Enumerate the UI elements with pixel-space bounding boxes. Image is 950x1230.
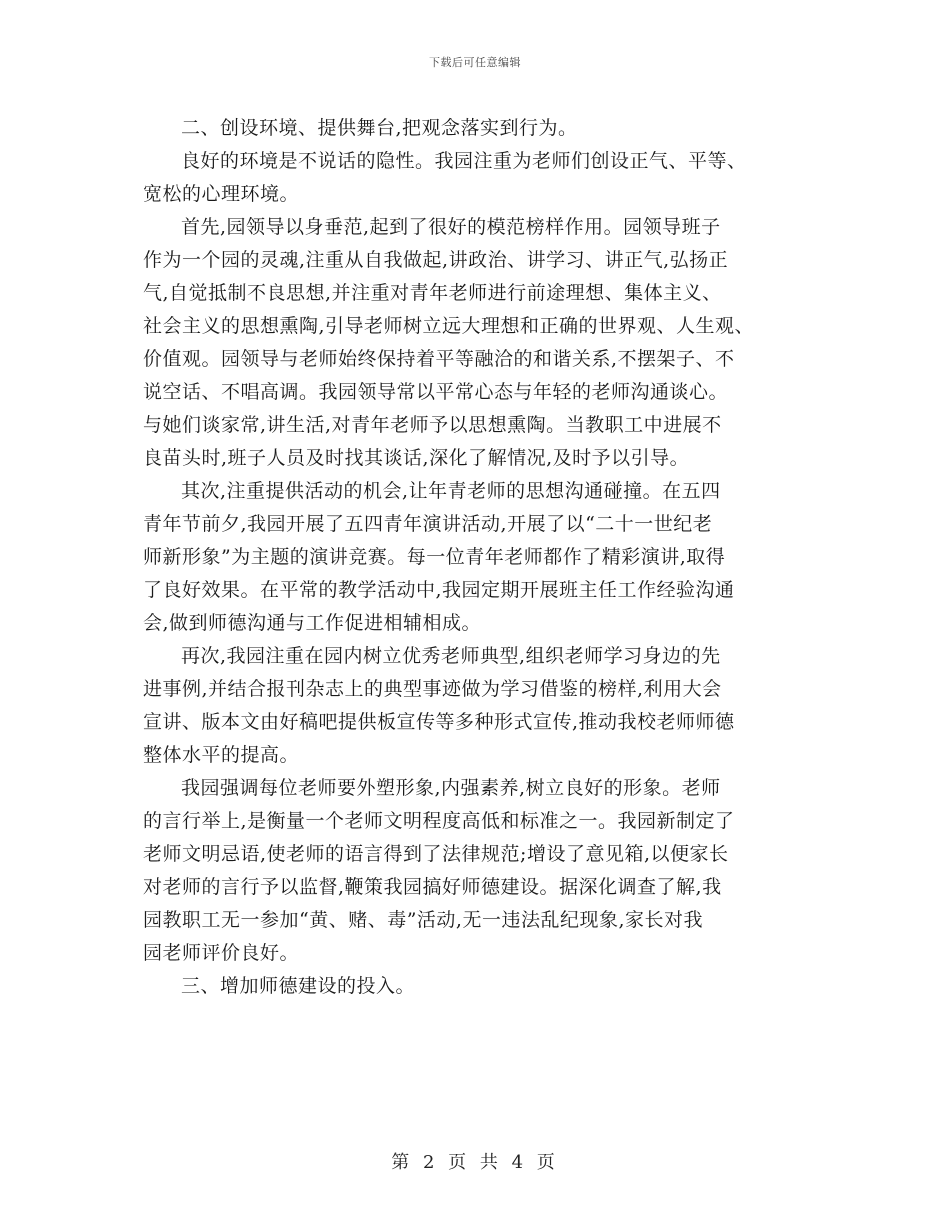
text-line: 青年节前夕,我园开展了五四青年演讲活动,开展了以“二十一世纪老 — [143, 513, 713, 535]
text-line: 整体水平的提高。 — [143, 744, 300, 766]
text-line: 良好的环境是不说话的隐性。我园注重为老师们创设正气、平等、 — [181, 150, 747, 172]
text-line: 良苗头时,班子人员及时找其谈话,深化了解情况,及时予以引导。 — [143, 447, 690, 469]
text-line: 园老师评价良好。 — [143, 942, 300, 964]
text-line: 二、创设环境、提供舞台,把观念落实到行为。 — [181, 117, 578, 139]
text-line: 气,自觉抵制不良思想,并注重对青年老师进行前途理想、集体主义、 — [143, 282, 722, 304]
page-number: 第 2 页 共 4 页 — [391, 1152, 559, 1173]
text-line: 作为一个园的灵魂,注重从自我做起,讲政治、讲学习、讲正气,弘扬正 — [143, 249, 729, 271]
text-line: 再次,我园注重在园内树立优秀老师典型,组织老师学习身边的先 — [181, 645, 721, 667]
text-line: 会,做到师德沟通与工作促进相辅相成。 — [143, 612, 482, 634]
text-line: 老师文明忌语,使老师的语言得到了法律规范;增设了意见箱,以便家长 — [143, 843, 729, 865]
text-line: 社会主义的思想熏陶,引导老师树立远大理想和正确的世界观、人生观、 — [143, 315, 755, 337]
header-note: 下载后可任意编辑 — [429, 56, 521, 69]
text-line: 与她们谈家常,讲生活,对青年老师予以思想熏陶。当教职工中进展不 — [143, 414, 722, 436]
text-line: 园教职工无一参加“黄、赌、毒”活动,无一违法乱纪现象,家长对我 — [143, 909, 704, 931]
text-line: 对老师的言行予以监督,鞭策我园搞好师德建设。据深化调查了解,我 — [143, 876, 722, 898]
text-line: 的言行举上,是衡量一个老师文明程度高低和标准之一。我园新制定了 — [143, 810, 735, 832]
text-line: 三、增加师德建设的投入。 — [181, 975, 416, 997]
text-line: 首先,园领导以身垂范,起到了很好的模范榜样作用。园领导班子 — [181, 216, 721, 238]
text-line: 其次,注重提供活动的机会,让年青老师的思想沟通碰撞。在五四 — [181, 480, 721, 502]
text-line: 进事例,并结合报刊杂志上的典型事迹做为学习借鉴的榜样,利用大会 — [143, 678, 722, 700]
text-line: 宣讲、版本文由好稿吧提供板宣传等多种形式宣传,推动我校老师师德 — [143, 711, 735, 733]
text-line: 师新形象”为主题的演讲竞赛。每一位青年老师都作了精彩演讲,取得 — [143, 546, 726, 568]
text-line: 了良好效果。在平常的教学活动中,我园定期开展班主任工作经验沟通 — [143, 579, 735, 601]
text-line: 说空话、不唱高调。我园领导常以平常心态与年轻的老师沟通谈心。 — [143, 381, 729, 403]
text-line: 我园强调每位老师要外塑形象,内强素养,树立良好的形象。老师 — [181, 777, 721, 799]
text-line: 价值观。园领导与老师始终保持着平等融洽的和谐关系,不摆架子、不 — [143, 348, 735, 370]
document-body — [143, 112, 823, 1003]
text-line: 宽松的心理环境。 — [143, 183, 300, 205]
